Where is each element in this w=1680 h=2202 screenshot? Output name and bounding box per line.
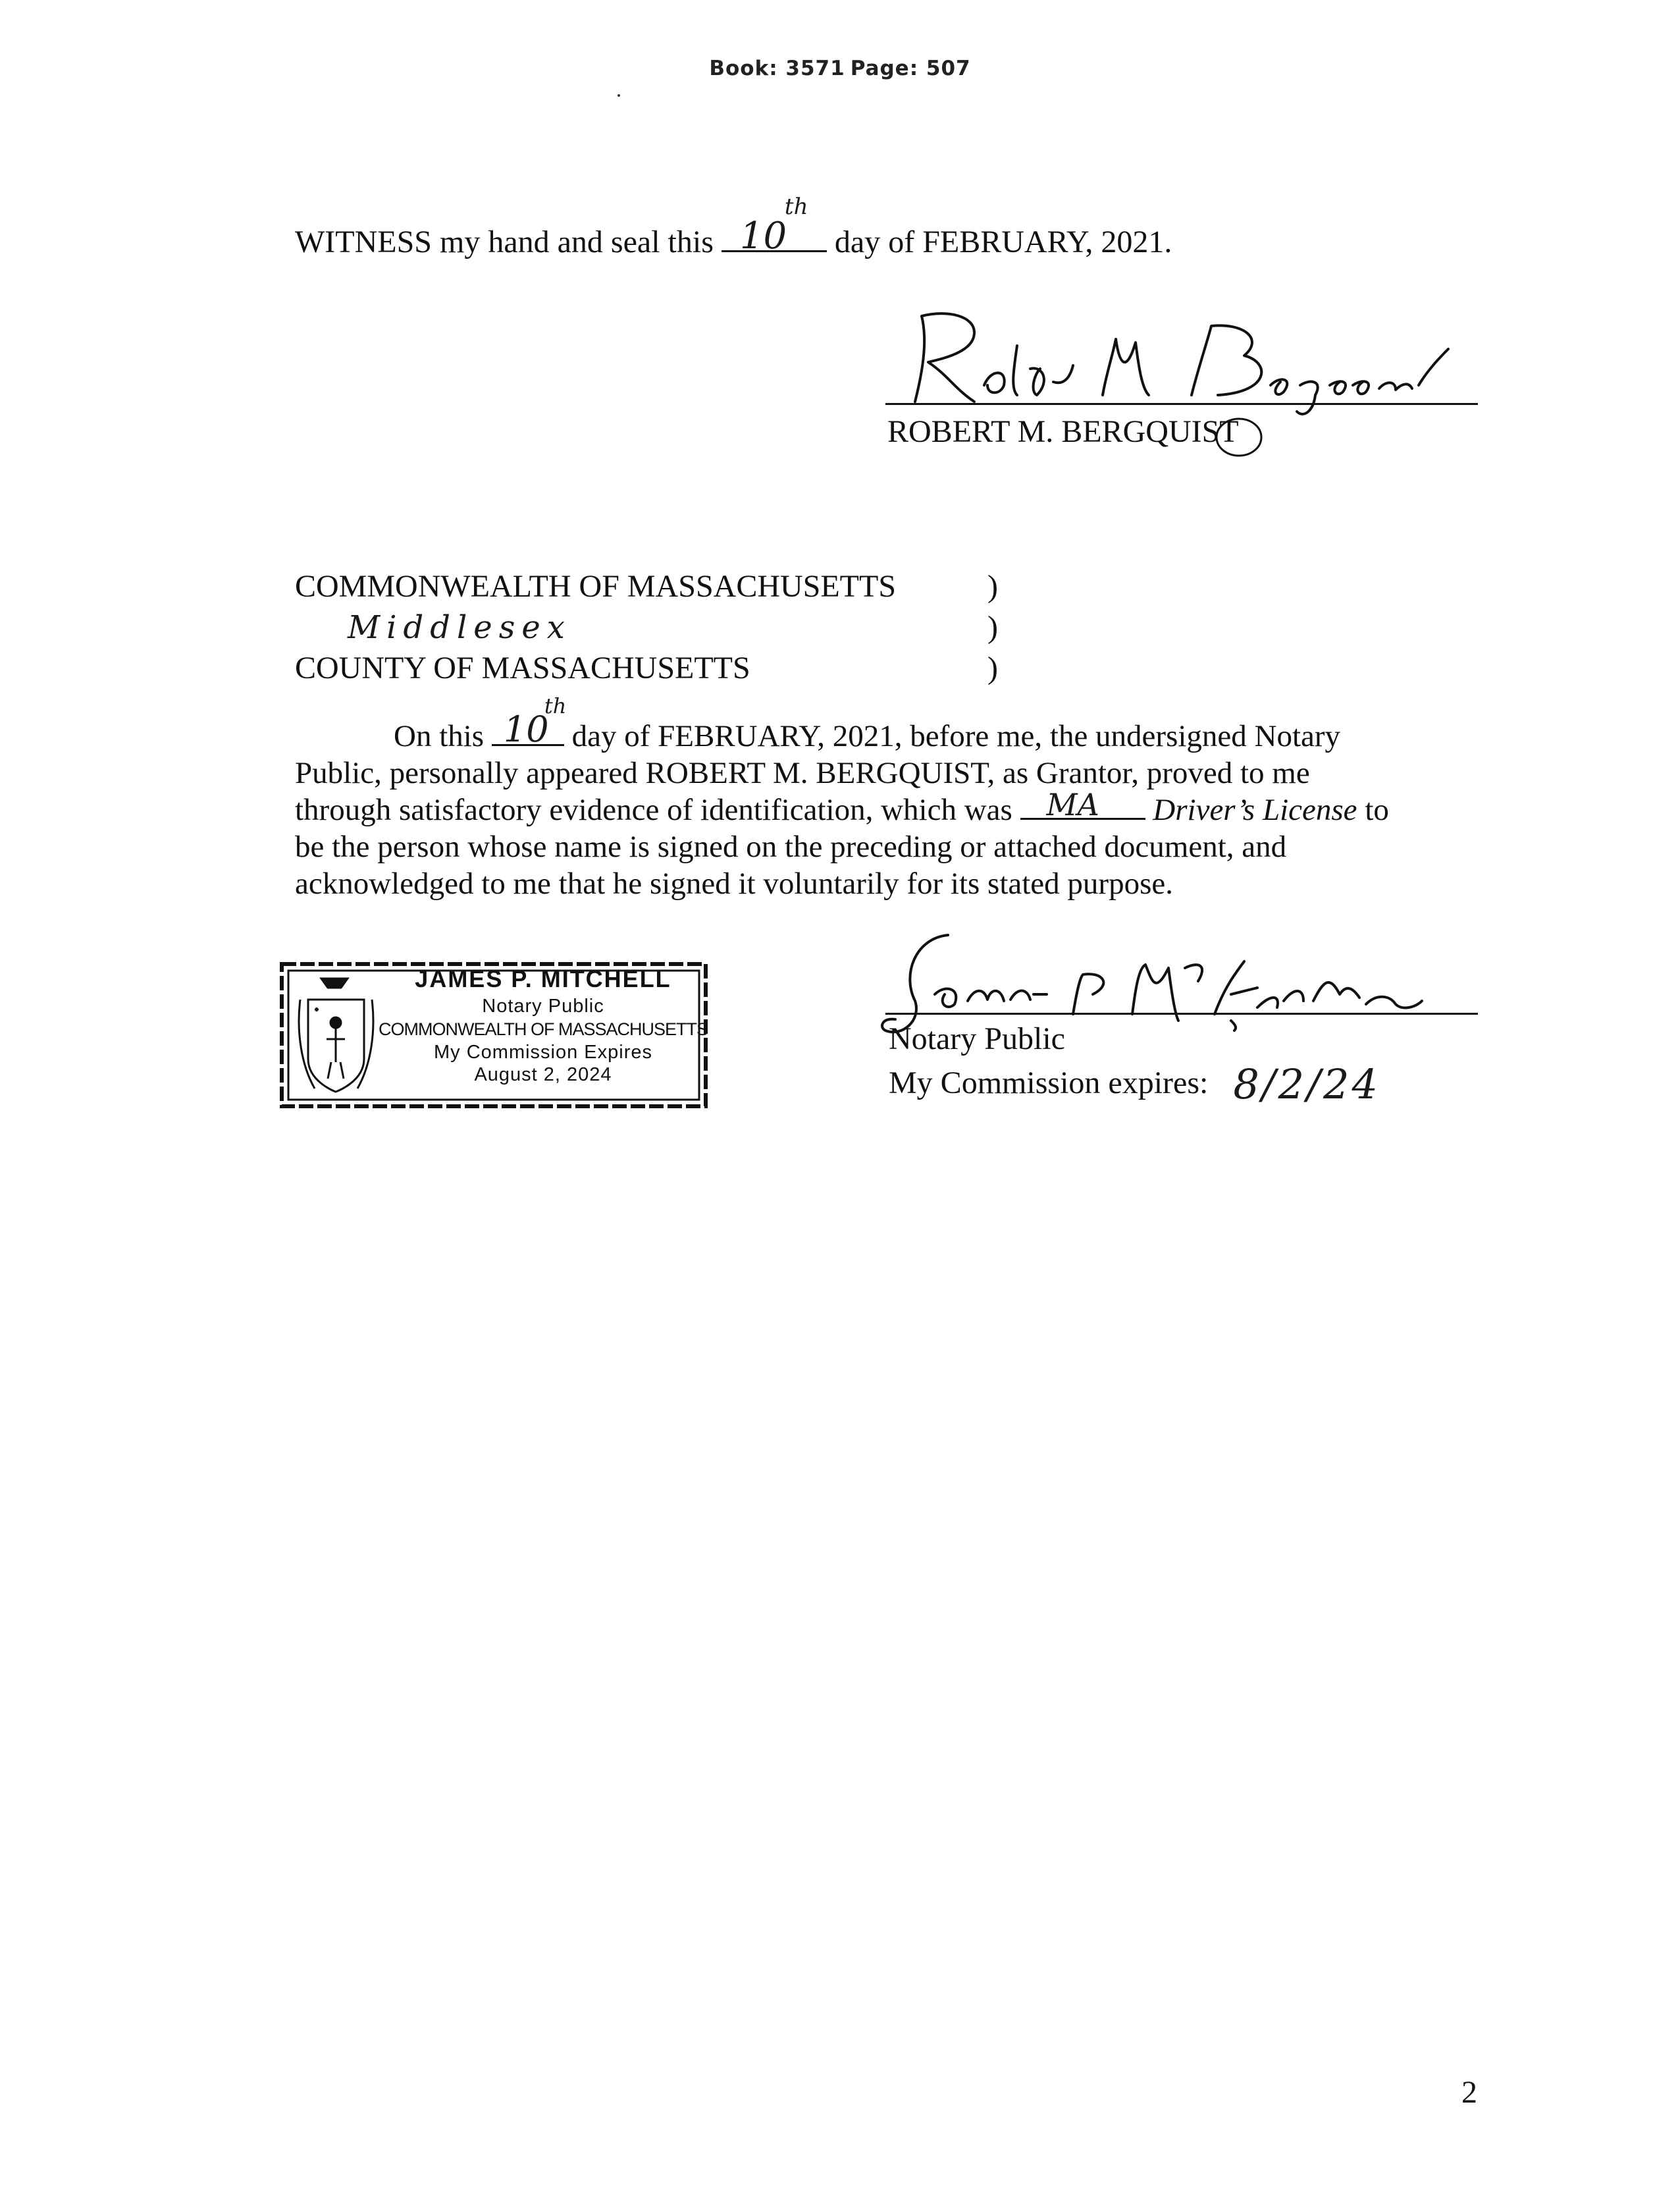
- ack-line3-prefix: through satisfactory evidence of identification, which was: [295, 793, 1012, 827]
- book-label: Book:: [709, 57, 778, 80]
- book-number: 3571: [785, 57, 845, 80]
- witness-prefix: WITNESS my hand and seal this: [295, 225, 714, 259]
- ack-line1-suffix: day of FEBRUARY, 2021, before me, the undersigned Notary: [571, 719, 1341, 753]
- venue-state: COMMONWEALTH OF MASSACHUSETTS: [295, 569, 897, 604]
- acknowledgment-paragraph: [295, 693, 1493, 902]
- ack-line-1: [295, 693, 1493, 755]
- ack-line-3: [295, 787, 1493, 828]
- notary-expires-handwritten: 8/2/24: [1233, 1060, 1380, 1108]
- ack-line-5: acknowledged to me that he signed it voluntarily for its stated purpose.: [295, 867, 1173, 901]
- stamp-expires-label: My Commission Expires: [434, 1042, 652, 1063]
- id-state-blank: [1020, 787, 1145, 822]
- ack-line-4: be the person whose name is signed on the preceding or attached document, and: [295, 830, 1287, 864]
- paren-3: ): [987, 651, 998, 685]
- ack-day-blank: [492, 693, 567, 750]
- notary-expires-label: My Commission expires:: [889, 1065, 1209, 1100]
- ack-line3-suffix: to: [1365, 793, 1389, 827]
- witness-day-blank: [722, 194, 827, 257]
- recording-header: [0, 57, 1680, 80]
- grantor-signature-line: [885, 403, 1478, 405]
- page-number: 2: [1461, 2075, 1477, 2110]
- ack-day-suffix-handwritten: th: [544, 693, 567, 718]
- stamp-jurisdiction: COMMONWEALTH OF MASSACHUSETTS: [378, 1019, 708, 1039]
- id-state-handwritten: MA: [1046, 787, 1099, 822]
- venue-county: COUNTY OF MASSACHUSETTS: [295, 651, 750, 685]
- venue-parens: [987, 566, 998, 689]
- massachusetts-seal-icon: [295, 973, 377, 1098]
- paren-2: ): [987, 610, 998, 645]
- id-type: Driver’s License: [1153, 793, 1357, 827]
- page-number-header: 507: [926, 57, 971, 80]
- notary-title: Notary Public: [889, 1021, 1065, 1056]
- grantor-name: ROBERT M. BERGQUIST: [887, 414, 1239, 449]
- ack-line-2: Public, personally appeared ROBERT M. BERGQUIST, as Grantor, proved to me: [295, 756, 1310, 790]
- witness-line: [295, 194, 1172, 260]
- speck-mark: [617, 94, 620, 97]
- venue-block: [295, 566, 896, 689]
- stamp-expires-date: August 2, 2024: [474, 1064, 612, 1085]
- ack-line1-prefix: On this: [394, 719, 485, 753]
- notary-stamp: [276, 959, 711, 1112]
- ack-day-handwritten: 10: [503, 709, 549, 750]
- notary-expiration: [889, 1060, 1380, 1108]
- stamp-title: Notary Public: [482, 996, 604, 1017]
- notary-signature-line: [885, 1013, 1478, 1015]
- witness-day-handwritten: 10: [739, 215, 787, 257]
- correction-circle-mark: [1213, 415, 1265, 461]
- page-label: Page:: [850, 57, 919, 80]
- venue-county-handwritten: Middlesex: [348, 609, 571, 646]
- stamp-notary-name: JAMES P. MITCHELL: [415, 965, 671, 992]
- witness-suffix: day of FEBRUARY, 2021.: [834, 225, 1172, 259]
- witness-day-suffix-handwritten: th: [784, 194, 808, 220]
- paren-1: ): [987, 569, 998, 604]
